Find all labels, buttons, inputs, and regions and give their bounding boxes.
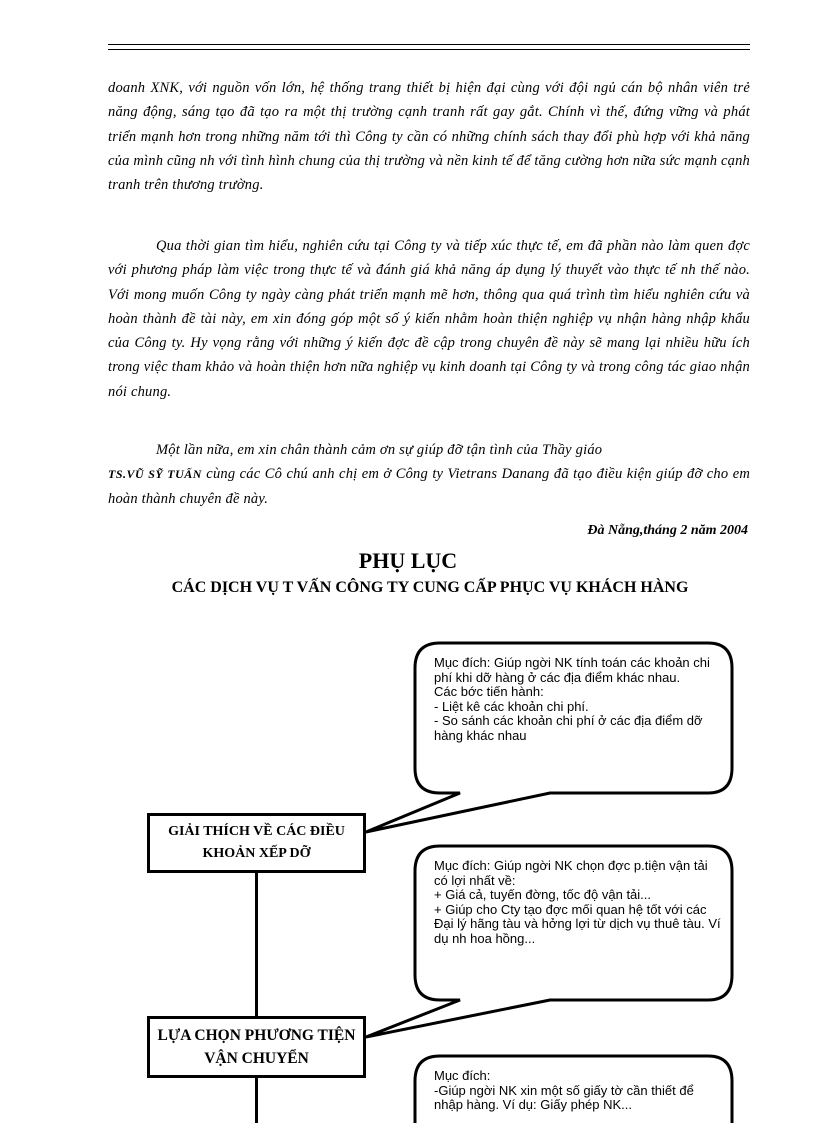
paragraph-3-end: cùng các Cô chú anh chị em ở Công ty Vietrans Danang đã tạo điều kiện giúp đỡ cho em hoàn thành chuyên đề này. — [108, 466, 750, 507]
paragraph-2: Qua thời gian tìm hiểu, nghiên cứu tại Công ty và tiếp xúc thực tế, em đã phần nào làm quen đợc với phương pháp làm việc trong thực tế và đánh giá khả năng áp dụng lý thuyết vào thực tế nh thế nào. Với mong muốn Công ty ngày càng phát triển mạnh mẽ hơn, thông qua quá trình tìm hiểu nghiên cứu và hoàn thành đề tài này, em xin đóng góp một số ý kiến nhằm hoàn thiện nghiệp vụ nhận hàng nhập khẩu của Công ty. Hy vọng rằng với những ý kiến đợc đề cập trong chuyên đề này sẽ mang lại nhiều hữu ích trong việc tham khảo và hoàn thiện hơn nữa nghiệp vụ kinh doanh tại Công ty và trong công tác giao nhận nói chung. — [108, 238, 750, 400]
paragraph-1: doanh XNK, với nguồn vốn lớn, hệ thống trang thiết bị hiện đại cùng với đội ngủ cán bộ nhân viên trẻ năng động, sáng tạo đã tạo ra một thị trường cạnh tranh rất gay gắt. Chính vì thế, đứng vững và phát triển mạnh hơn trong những năm tới thì Công ty cần có những chính sách thay đổi phù hợp với khả năng của mình cũng nh với tình hình chung của thị trường và nền kinh tế để tăng cường hơn nữa sức mạnh cạnh tranh trên thương trường. — [108, 80, 750, 194]
box-loading-terms: GIẢI THÍCH VỀ CÁC ĐIỀU KHOẢN XẾP DỠ — [147, 813, 366, 873]
paragraph-3-start: Một lần nữa, em xin chân thành cảm ơn sự giúp đỡ tận tình của Thầy giáo — [156, 442, 603, 458]
bubble-1-text: Mục đích: Giúp ngời NK tính toán các khoản chi phí khi dỡ hàng ở các địa điểm khác nhau. Các bớc tiến hành: - Liệt kê các khoản chi phí. - So sánh các khoản chi phí ở các địa điểm dỡ hàng khác nhau — [434, 655, 710, 743]
box-transport-choice: LỰA CHỌN PHƯƠNG TIỆN VẬN CHUYỂN — [147, 1016, 366, 1078]
advisor-name: TS.VŨ SỸ TUẤN — [108, 467, 202, 482]
connector-line-2 — [255, 1078, 258, 1123]
appendix-title: PHỤ LỤC — [358, 548, 458, 573]
date-line: Đà Nẵng,tháng 2 năm 2004 — [587, 523, 748, 538]
bubble-3-text: Mục đích: -Giúp ngời NK xin một số giấy tờ cần thiết để nhập hàng. Ví dụ: Giấy phép NK... — [434, 1068, 694, 1112]
connector-line-1 — [255, 873, 258, 1016]
appendix-subtitle: CÁC DỊCH VỤ T VẤN CÔNG TY CUNG CẤP PHỤC VỤ KHÁCH HÀNG — [171, 579, 689, 596]
bubble-2-text: Mục đích: Giúp ngời NK chọn đợc p.tiện vận tải có lợi nhất về: + Giá cả, tuyến đờng, tốc độ vận tải... + Giúp cho Cty tạo đợc mối quan hệ tốt với các Đại lý hãng tàu và hởng lợi từ dịch vụ thuê tàu. Ví dụ nh hoa hồng... — [434, 858, 721, 946]
